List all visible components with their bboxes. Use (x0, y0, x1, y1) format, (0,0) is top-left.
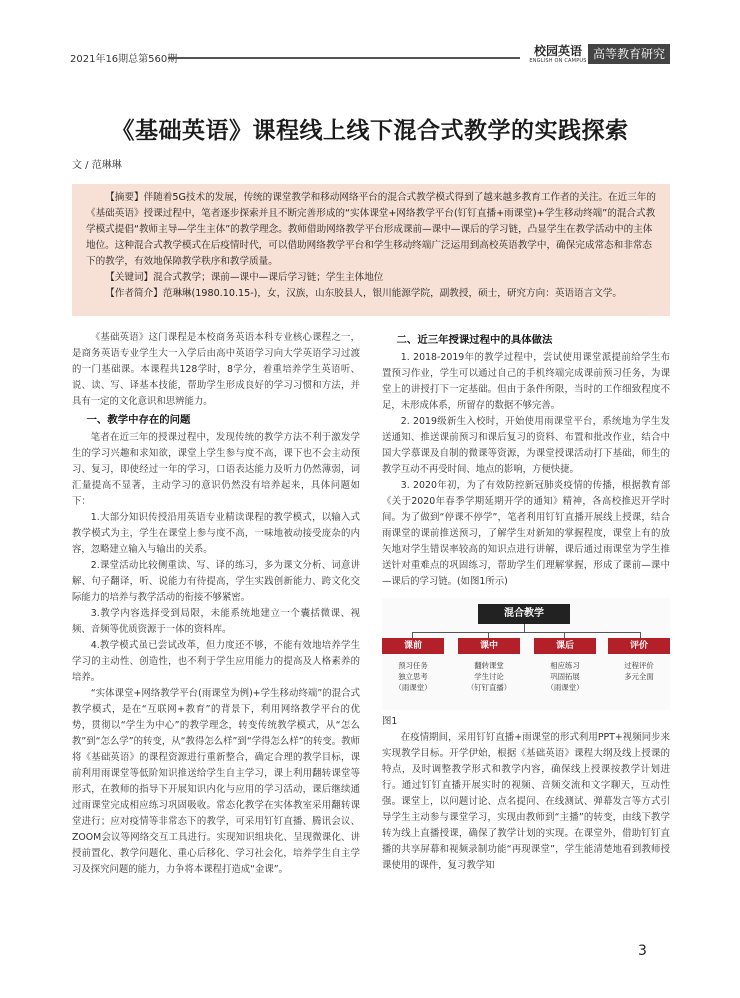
abstract-author-bio: 【作者简介】范琳琳(1980.10.15-)，女，汉族，山东胶县人，银川能源学院，副教授，硕士，研究方向：英语语言文学。 (105, 288, 622, 299)
brand-name: 校园英语 (533, 44, 582, 58)
column-tag: 高等教育研究 (588, 44, 670, 64)
connector-line (412, 632, 640, 633)
detail-line: 预习任务 (398, 661, 428, 670)
connector-line (524, 624, 525, 632)
paragraph: 《基础英语》这门课程是本校商务英语本科专业核心课程之一，是商务英语专业学生大一入学后由高中英语学习向大学英语学习过渡的一门基础课。本课程共128学时，8学分，着重培养学生英语听、说、读、写、译基本技能，帮助学生形成良好的学习习惯和方法，并具有一定的文化意识和思辨能力。 (72, 332, 360, 407)
abstract-keywords: 【关键词】混合式教学；课前—课中—课后学习链；学生主体地位 (105, 272, 384, 283)
detail-line: （雨课堂） (546, 683, 584, 692)
figure-node-evaluation: 评价 (608, 638, 670, 654)
right-column (382, 330, 670, 874)
figure-diagram (382, 598, 670, 710)
detail-line: （钉钉直播） (466, 683, 512, 692)
figure-node-in-class: 课中 (458, 638, 520, 654)
detail-line: 多元全面 (624, 672, 654, 681)
article-author: 文 / 范琳琳 (72, 160, 122, 171)
figure-detail (532, 660, 598, 693)
figure-detail (456, 660, 522, 693)
paragraph: 3. 2020年初，为了有效防控新冠肺炎疫情的传播，根据教育部《关于2020年春季学期延期开学的通知》精神，各高校推迟开学时间。为了做到“停课不停学”，笔者利用钉钉直播开展线上授课，结合雨课堂的课前推送预习，了解学生对新知的掌握程度，课堂上有的放矢地对学生错误率较高的知识点进行讲解，课后通过雨课堂为学生推送针对重难点的巩固练习，帮助学生们理解掌握，形成了课前—课中—课后的学习链。(如图1所示) (382, 480, 670, 587)
paragraph: 笔者在近三年的授课过程中，发现传统的教学方法不利于激发学生的学习兴趣和求知欲，课堂上学生参与度不高，课下也不会主动预习、复习，即使经过一年的学习，口语表达能力及听力仍然薄弱，词汇量提高不显著，主动学习的意识仍然没有培养起来，具体问题如下： (72, 432, 360, 507)
paragraph: 4.教学模式虽已尝试改革，但力度还不够，不能有效地培养学生学习的主动性、创造性，也不利于学生应用能力的提高及人格素养的培养。 (72, 640, 360, 683)
detail-line: 翻转课堂 (474, 661, 504, 670)
figure-top-node: 混合教学 (478, 604, 570, 624)
brand-logo (528, 44, 588, 65)
section-heading: 二、近三年授课过程中的具体做法 (396, 334, 553, 346)
figure-node-after-class: 课后 (534, 638, 596, 654)
article-title: 《基础英语》课程线上线下混合式教学的实践探索 (111, 118, 629, 144)
figure-detail (380, 660, 446, 693)
detail-line: （雨课堂） (394, 683, 432, 692)
section-heading: 一、教学中存在的问题 (86, 414, 191, 426)
paragraph: 2.课堂活动比较侧重读、写、译的练习，多为课文分析、词意讲解、句子翻译，听、说能力有待提高，学生实践创新能力、跨文化交际能力的培养与教学活动的衔接不够紧密。 (72, 560, 360, 603)
detail-line: 过程评价 (624, 661, 654, 670)
page-number: 3 (638, 943, 647, 959)
paragraph: 3.教学内容选择受到局限，未能系统地建立一个囊括微课、视频、音频等优质资源于一体的资料库。 (72, 608, 360, 635)
detail-line: 独立思考 (398, 672, 428, 681)
detail-line: 学生讨论 (474, 672, 504, 681)
issue-label: 2021年16期总第560期 (70, 54, 178, 65)
figure-caption: 图1 (382, 716, 398, 727)
detail-line: 巩固拓展 (550, 672, 580, 681)
paragraph: “实体课堂+网络教学平台(雨课堂为例)+学生移动终端”的混合式教学模式，是在“互联网+教育”的背景下，利用网络教学平台的优势，贯彻以“学生为中心”的教学理念，转变传统教学模式，从“怎么教”到“怎么学”的转变，从“教得怎么样”到“学得怎么样”的转变。教师将《基础英语》的课程资源进行重新整合，确定合理的教学目标，课前利用雨课堂等低阶知识推送给学生自主学习，课上利用翻转课堂等形式，在教师的指导下开展知识内化与应用的学习活动，课后继续通过雨课堂完成相应练习巩固吸收。常态化教学在实体教室采用翻转课堂进行；应对疫情等非常态下的教学，可采用钉钉直播、腾讯会议、ZOOM会议等网络交互工具进行。实现知识组块化、呈现微课化、讲授前置化、教学问题化、重心后移化、学习社会化，培养学生自主学习及探究问题的能力，力争将本课程打造成“金课”。 (72, 688, 360, 875)
paragraph: 在疫情期间，采用钉钉直播+雨课堂的形式利用PPT+视频同步来实现教学目标。开学伊始，根据《基础英语》课程大纲及线上授课的特点，及时调整教学形式和教学内容，确保线上授课按教学计划进行。通过钉钉直播开展实时的视频、音频交流和文字聊天，互动性强。课堂上，以问题讨论、点名提问、在线测试、弹幕发言等方式引导学生主动参与课堂学习，实现由教师到“主播”的转变，由线下教学转为线上直播授课，确保了教学计划的实现。在课堂外，借助钉钉直播的共享屏幕和视频录制功能“再现课堂”，学生能清楚地看到教师授课使用的课件，复习教学知 (382, 732, 670, 871)
left-column (72, 330, 360, 878)
brand-subtitle: ENGLISH ON CAMPUS (529, 58, 587, 64)
figure-node-before-class: 课前 (382, 638, 444, 654)
abstract-summary: 【摘要】伴随着5G技术的发展，传统的课堂教学和移动网络平台的混合式教学模式得到了越来越多教育工作者的关注。在近三年的《基础英语》授课过程中，笔者逐步探索并且不断完善形成的“实体课堂+网络教学平台(钉钉直播+雨课堂)+学生移动终端”的混合式教学模式提倡“教师主导—学生主体”的教学理念。教师借助网络教学平台形成课前—课中—课后的学习链，凸显学生在教学活动中的主体地位。这种混合式教学模式在后疫情时代，可以借助网络教学平台和学生移动终端广泛运用到高校英语教学中，确保完成常态和非常态下的教学，有效地保障教学秩序和教学质量。 (86, 192, 656, 267)
abstract-box (72, 184, 670, 316)
paragraph: 1. 2018-2019年的教学过程中，尝试使用课堂派提前给学生布置预习作业，学生可以通过自己的手机终端完成课前预习任务，为课堂上的讲授打下一定基础。但由于条件所限，当时的工作细致程度不足，未形成体系，所留存的数据不够完善。 (382, 352, 670, 411)
header-rule (168, 57, 520, 59)
paragraph: 2. 2019级新生入校时，开始使用雨课堂平台，系统地为学生发送通知、推送课前预习和课后复习的资料、布置和批改作业，结合中国大学慕课及自制的微课等资源，为课堂授课活动打下基础，师生的教学互动不再受时间、地点的影响，方便快捷。 (382, 416, 670, 475)
detail-line: 相应练习 (550, 661, 580, 670)
paragraph: 1.大部分知识传授沿用英语专业精读课程的教学模式，以输入式教学模式为主，学生在课堂上参与度不高，一味地被动接受庞杂的内容，忽略建立输入与输出的关系。 (72, 512, 360, 555)
figure-detail (606, 660, 672, 682)
